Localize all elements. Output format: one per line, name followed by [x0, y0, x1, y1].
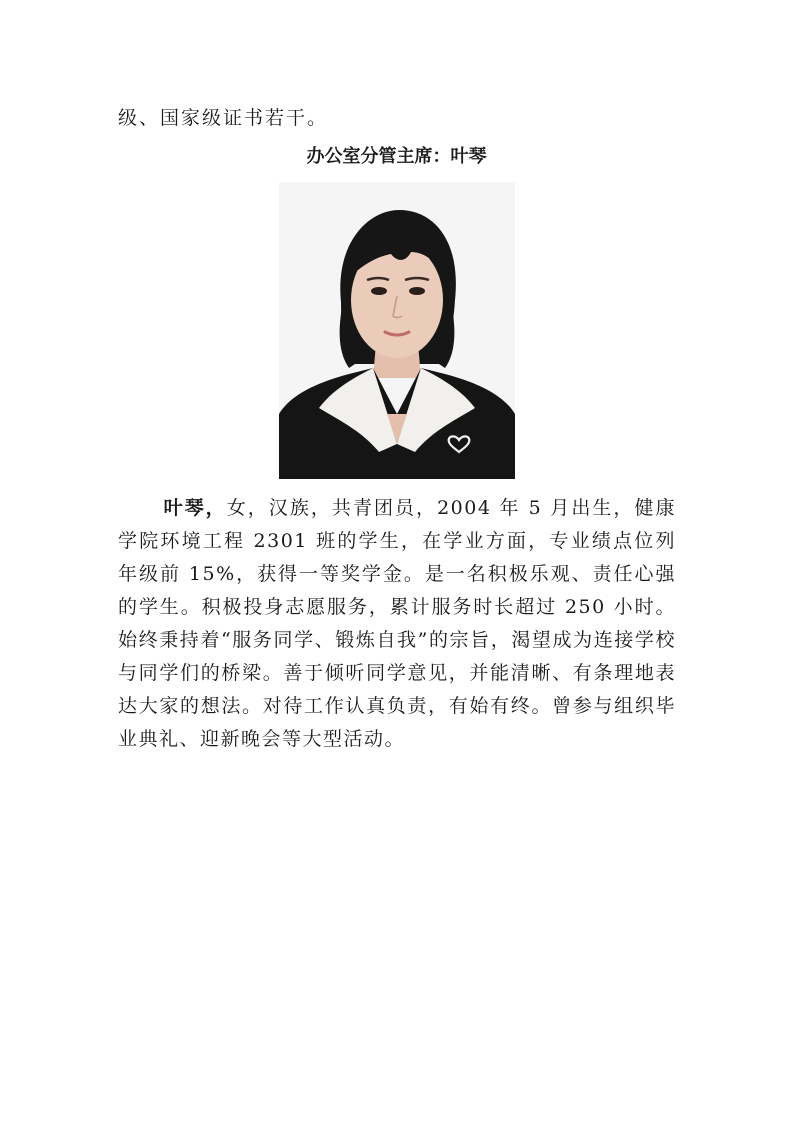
eye-right	[409, 287, 425, 295]
bio-name: 叶琴，	[163, 497, 227, 519]
bio-text: 女，汉族，共青团员，2004 年 5 月出生，健康学院环境工程 2301 班的学生，在学业方面，专业绩点位列年级前 15%，获得一等奖学金。是一名积极乐观、责任心强的学生。积极投身志愿服务，累计服务时长超过 250 小时。始终秉持着“服务同学、锻炼自我”的宗旨，渴望成为连接学校与同学们的桥梁。善于倾听同学意见，并能清晰、有条理地表达大家的想法。对待工作认真负责，有始有终。曾参与组织毕业典礼、迎新晚会等大型活动。	[118, 497, 676, 750]
eye-left	[371, 287, 387, 295]
portrait-photo	[279, 182, 515, 479]
section-title: 办公室分管主席：叶琴	[306, 146, 487, 167]
bio-paragraph	[118, 492, 676, 756]
portrait-illustration	[279, 182, 515, 479]
carry-over-text: 级、国家级证书若干。	[118, 107, 329, 129]
